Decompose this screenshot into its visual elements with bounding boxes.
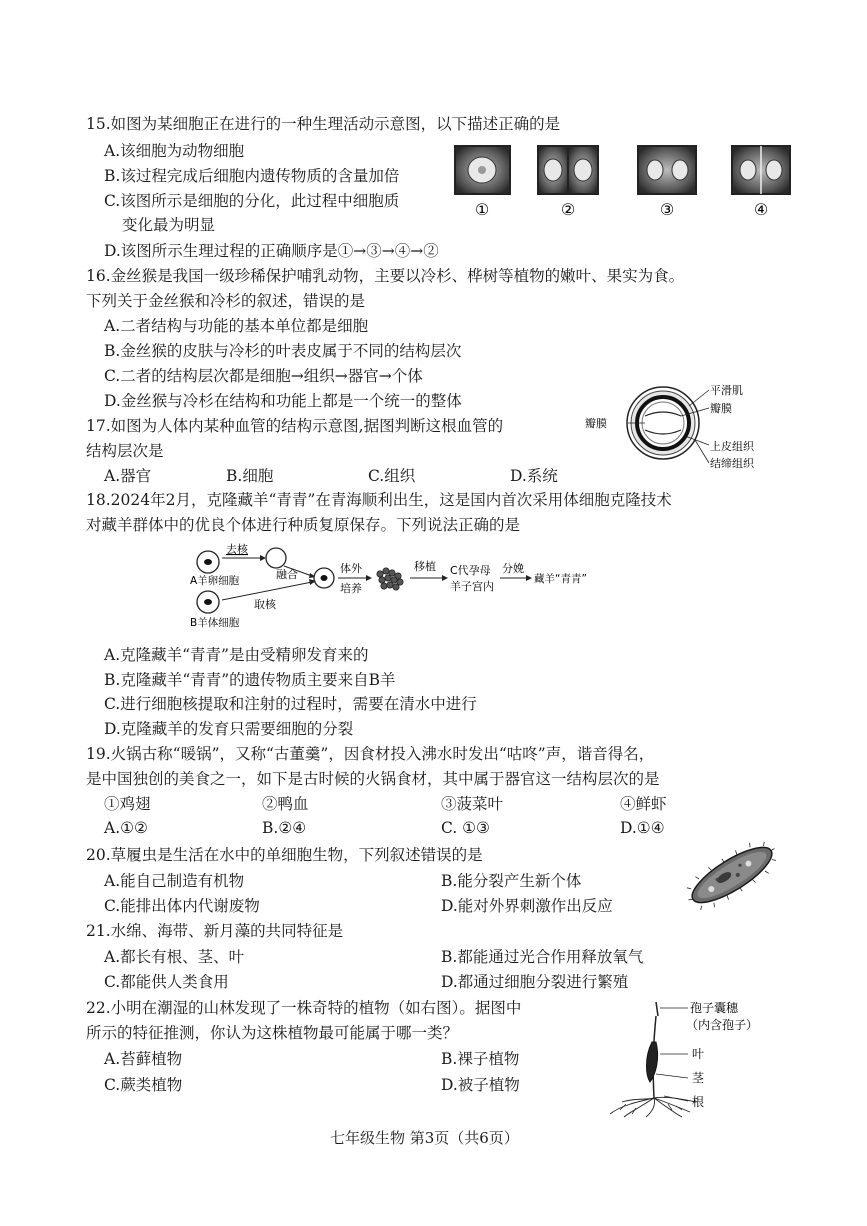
q16-stem-line1: 16.金丝猴是我国一级珍稀保护哺乳动物，主要以冷杉、桦树等植物的嫩叶、果实为食。 — [86, 267, 685, 285]
q22-stem-line1: 22.小明在潮湿的山林发现了一株奇特的植物（如右图）。据图中 — [86, 999, 522, 1017]
q17-stem-line1: 17.如图为人体内某种血管的结构示意图,据图判断这根血管的 — [86, 417, 504, 435]
label-root: 根 — [692, 1095, 705, 1109]
label-connective: 结缔组织 — [710, 457, 754, 470]
q20-stem: 20.草履虫是生活在水中的单细胞生物，下列叙述错误的是 — [86, 846, 483, 864]
q16-stem-line2: 下列关于金丝猴和冷杉的叙述，错误的是 — [86, 292, 366, 310]
cell-label-2: ② — [560, 200, 576, 219]
q16-option-a[interactable]: A.二者结构与功能的基本单位都是细胞 — [104, 317, 369, 335]
q19-option-c[interactable]: C. ①③ — [441, 819, 490, 837]
label-surrogate-2: 羊子宫内 — [450, 580, 494, 593]
cloning-process-figure — [188, 540, 608, 632]
q19-option-d[interactable]: D.①④ — [620, 819, 665, 837]
label-surrogate-1: C代孕母 — [450, 564, 491, 577]
label-result: 藏羊“青青” — [534, 573, 587, 585]
q20-option-c[interactable]: C.能排出体内代谢废物 — [104, 897, 260, 915]
cell-stage-3 — [638, 146, 696, 194]
page-footer: 七年级生物 第3页（共6页） — [330, 1129, 519, 1147]
label-body-cell: B羊体细胞 — [190, 617, 240, 629]
q17-option-a[interactable]: A.器官 — [104, 467, 152, 485]
embryo-cluster — [377, 568, 403, 590]
cell-label-1: ① — [474, 200, 490, 219]
q20-option-d[interactable]: D.能对外界刺激作出反应 — [441, 897, 613, 915]
q15-option-d[interactable]: D.该图所示生理过程的正确顺序是①→③→④→② — [104, 242, 439, 260]
label-stem: 茎 — [692, 1071, 705, 1085]
label-birth: 分娩 — [502, 562, 524, 575]
q16-option-d[interactable]: D.金丝猴与冷杉在结构和功能上都是一个统一的整体 — [104, 392, 462, 410]
label-fusion: 融合 — [276, 568, 298, 581]
q19-option-b[interactable]: B.②④ — [262, 819, 307, 837]
q21-option-b[interactable]: B.都能通过光合作用释放氧气 — [441, 948, 644, 966]
q19-stem-line1: 19.火锅古称“暖锅”，又称“古董羹”，因食材投入沸水时发出“咕咚”声，谐音得名， — [86, 745, 655, 763]
q19-option-a[interactable]: A.①② — [104, 819, 148, 837]
q21-stem: 21.水绵、海带、新月藻的共同特征是 — [86, 922, 344, 940]
label-culture-1: 体外 — [340, 562, 362, 575]
label-sporangium-2: （内含孢子） — [686, 1018, 759, 1032]
blood-vessel-figure — [585, 378, 785, 473]
q19-stem-line2: 是中国独创的美食之一，如下是古时候的火锅食材，其中属于器官这一结构层次的是 — [86, 770, 660, 788]
q19-item-4: ④鲜虾 — [620, 795, 667, 813]
label-valve-left: 瓣膜 — [585, 417, 607, 430]
label-remove-nucleus: 去核 — [226, 543, 248, 556]
fern-plant-figure — [606, 998, 796, 1118]
label-epithelium: 上皮组织 — [710, 440, 754, 453]
q22-stem-line2: 所示的特征推测，你认为这株植物最可能属于哪一类？ — [86, 1024, 459, 1042]
cell-stage-4 — [732, 146, 790, 194]
label-valve-right: 瓣膜 — [710, 402, 732, 415]
cell-label-4: ④ — [753, 200, 769, 219]
cell-label-3: ③ — [659, 200, 675, 219]
q22-option-c[interactable]: C.蕨类植物 — [104, 1076, 183, 1094]
q15-option-c[interactable]: C.该图所示是细胞的分化，此过程中细胞质 — [104, 192, 400, 210]
q19-item-1: ①鸡翅 — [104, 795, 151, 813]
label-transplant: 移植 — [414, 560, 436, 573]
label-egg-cell: A羊卵细胞 — [190, 575, 240, 587]
q19-item-3: ③菠菜叶 — [441, 795, 504, 813]
q21-option-a[interactable]: A.都长有根、茎、叶 — [104, 948, 245, 966]
q18-option-c[interactable]: C.进行细胞核提取和注射的过程时，需要在清水中进行 — [104, 695, 477, 713]
q18-option-b[interactable]: B.克隆藏羊“青青”的遗传物质主要来自B羊 — [104, 671, 396, 689]
cell-division-figure — [450, 144, 800, 219]
paramecium-image — [682, 840, 782, 910]
q17-option-b[interactable]: B.细胞 — [226, 467, 274, 485]
q22-option-a[interactable]: A.苔藓植物 — [104, 1050, 183, 1068]
q15-option-b[interactable]: B.该过程完成后细胞内遗传物质的含量加倍 — [104, 167, 400, 185]
cell-stage-1 — [455, 146, 510, 194]
q17-option-d[interactable]: D.系统 — [510, 467, 558, 485]
q21-option-d[interactable]: D.都通过细胞分裂进行繁殖 — [441, 973, 629, 991]
q16-option-b[interactable]: B.金丝猴的皮肤与冷杉的叶表皮属于不同的结构层次 — [104, 342, 462, 360]
q18-option-a[interactable]: A.克隆藏羊“青青”是由受精卵发育来的 — [104, 646, 369, 664]
q22-option-b[interactable]: B.裸子植物 — [441, 1050, 520, 1068]
q16-option-c[interactable]: C.二者的结构层次都是细胞→组织→器官→个体 — [104, 367, 423, 385]
cell-stage-2 — [538, 146, 598, 194]
q21-option-c[interactable]: C.都能供人类食用 — [104, 973, 229, 991]
label-leaf: 叶 — [692, 1047, 705, 1061]
q17-option-c[interactable]: C.组织 — [368, 467, 416, 485]
q20-option-b[interactable]: B.能分裂产生新个体 — [441, 872, 582, 890]
q18-stem-line1: 18.2024年2月，克隆藏羊“青青”在青海顺利出生，这是国内首次采用体细胞克隆技术 — [86, 491, 672, 509]
q17-stem-line2: 结构层次是 — [86, 442, 164, 460]
q22-option-d[interactable]: D.被子植物 — [441, 1076, 520, 1094]
q15-stem: 15.如图为某细胞正在进行的一种生理活动示意图，以下描述正确的是 — [86, 115, 561, 133]
q18-option-d[interactable]: D.克隆藏羊的发育只需要细胞的分裂 — [104, 720, 354, 738]
label-culture-2: 培养 — [340, 582, 362, 595]
q18-stem-line2: 对藏羊群体中的优良个体进行种质复原保存。下列说法正确的是 — [86, 516, 521, 534]
label-sporangium-1: 孢子囊穗 — [690, 1001, 739, 1015]
q19-item-2: ②鸭血 — [262, 795, 309, 813]
q15-option-c-cont: 变化最为明显 — [122, 216, 216, 234]
label-take-nucleus: 取核 — [254, 598, 276, 611]
q15-option-a[interactable]: A.该细胞为动物细胞 — [104, 142, 245, 160]
label-smooth-muscle: 平滑肌 — [710, 384, 743, 397]
q20-option-a[interactable]: A.能自己制造有机物 — [104, 872, 245, 890]
